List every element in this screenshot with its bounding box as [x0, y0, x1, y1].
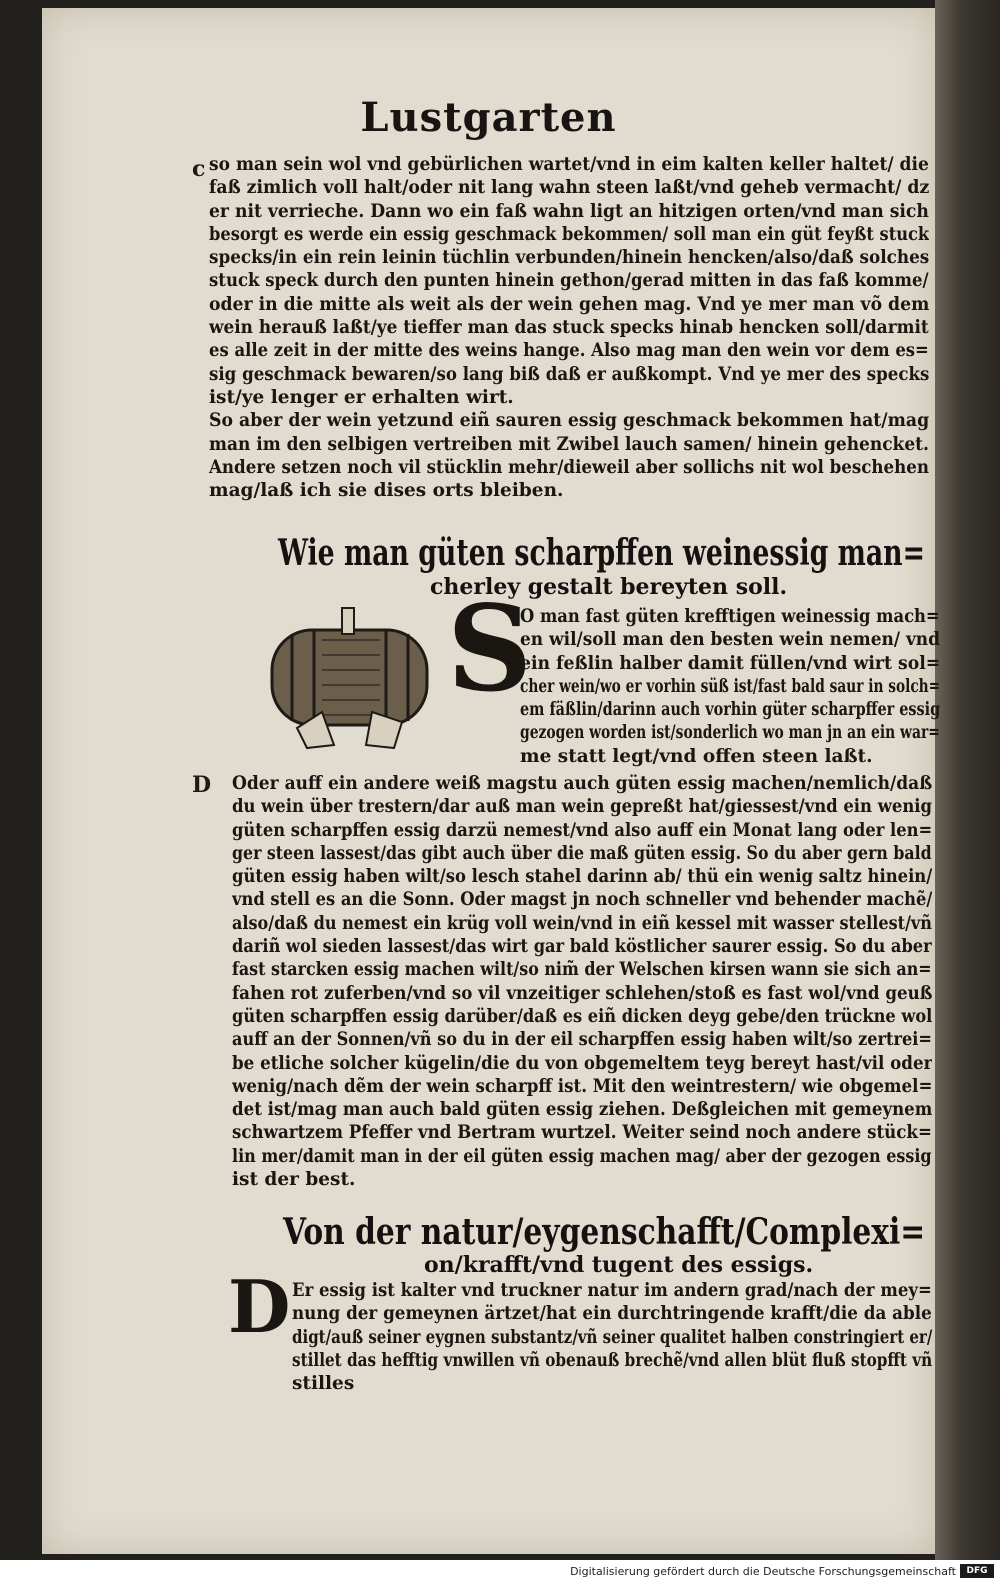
paragraph-block-3	[232, 772, 932, 1191]
text-line: besorgt es werde ein essig geschmack bekommen/ soll man ein güt feyßt stuck	[209, 223, 929, 245]
text-line: so man sein wol vnd gebürlichen wartet/vnd in eim kalten keller haltet/ die	[209, 154, 929, 175]
text-line: nung der gemeynen ärtzet/hat ein durchtringende krafft/die da able	[292, 1303, 932, 1325]
text-line: schwartzem Pfeffer vnd Bertram wurtzel. Weiter seind noch andere stück=	[232, 1122, 932, 1144]
text-line: stilles	[292, 1373, 355, 1395]
text-line: ger steen lassest/das gibt auch über die maß güten essig. So du aber gern bald	[232, 842, 932, 864]
section-heading-2: Von der natur/eygenschafft/Complexi=	[283, 1211, 926, 1253]
text-line: gezogen worden ist/sonderlich wo man jn an ein war=	[520, 722, 940, 744]
book-spine	[935, 0, 1000, 1560]
margin-letter-d: D	[192, 772, 212, 798]
drop-cap-d: D	[228, 1264, 291, 1349]
dfg-logo: DFG	[960, 1564, 994, 1578]
text-line: ist/ye lenger er erhalten wirt.	[209, 386, 514, 408]
text-line: man im den selbigen vertreiben mit Zwibel lauch samen/ hinein gehencket.	[209, 433, 929, 455]
text-line: det ist/mag man auch bald güten essig ziehen. Deßgleichen mit gemeynem	[232, 1099, 932, 1121]
text-line: digt/auß seiner eygnen substantz/vñ seiner qualitet halben constringiert er/	[292, 1326, 932, 1348]
text-line: güten scharpffen essig darzü nemest/vnd also auff ein Monat lang oder len=	[232, 819, 932, 841]
paragraph-block-4	[292, 1279, 932, 1395]
running-title: Lustgarten	[360, 94, 617, 141]
text-line: ein feßlin halber damit füllen/vnd wirt sol=	[520, 652, 940, 674]
book-page	[42, 8, 940, 1554]
text-line: cher wein/wo er vorhin süß ist/fast bald saur in solch=	[520, 675, 940, 697]
text-line: auff an der Sonnen/vñ so du in der eil scharpffen essig haben wilt/so zertrei=	[232, 1029, 932, 1051]
text-line: faß zimlich voll halt/oder nit lang wahn steen laßt/vnd geheb vermacht/ dz	[209, 177, 929, 199]
text-line: er nit verrieche. Dann wo ein faß wahn ligt an hitzigen orten/vnd man sich	[209, 200, 929, 222]
text-line: ist der best.	[232, 1169, 356, 1191]
text-line: lin mer/damit man in der eil güten essig machen mag/ aber der gezogen essig	[232, 1145, 932, 1167]
text-line: stuck speck durch den punten hinein gethon/gerad mitten in das faß komme/	[209, 270, 929, 292]
text-line: güten essig haben wilt/so lesch stahel darinn ab/ thü ein wenig saltz hinein/	[232, 866, 932, 888]
text-line: fahen rot zuferben/vnd so vil vnzeitiger schlehen/stoß es fast wol/vnd geuß	[232, 982, 932, 1004]
text-line: wein herauß laßt/ye tieffer man das stuck specks hinab hencken soll/darmit	[209, 317, 929, 339]
text-line: So aber der wein yetzund eiñ sauren essig geschmack bekommen hat/mag	[209, 410, 929, 432]
drop-cap-s: S	[447, 579, 533, 718]
wine-barrel-woodcut	[262, 600, 437, 750]
text-line: stillet das hefftig vnwillen vñ obenauß brechẽ/vnd allen blüt fluß stopfft vñ	[292, 1349, 932, 1371]
text-line: güten scharpffen essig darüber/daß es eiñ dicken deyg gebe/den trückne wol	[232, 1005, 932, 1027]
text-line: en wil/soll man den besten wein nemen/ vnd	[520, 629, 940, 651]
text-line: fast starcken essig machen wilt/so nim̃ der Welschen kirsen wann sie sich an=	[232, 959, 932, 981]
text-line: mag/laß ich sie dises orts bleiben.	[209, 480, 564, 502]
paragraph-block-2	[520, 605, 940, 768]
text-line: wenig/nach dẽm der wein scharpff ist. Mit den weintrestern/ wie obgemel=	[232, 1075, 932, 1097]
section-heading-2-sub: on/krafft/vnd tugent des essigs.	[424, 1252, 814, 1278]
text-line: vnd stell es an die Sonn. Oder magst jn noch schneller vnd behender machẽ/	[232, 889, 932, 911]
text-line: Andere setzen noch vil stücklin mehr/dieweil aber sollichs nit wol beschehen	[209, 456, 929, 478]
section-heading-1-sub: cherley gestalt bereyten soll.	[430, 574, 788, 600]
text-line: O man fast güten krefftigen weinessig mach=	[520, 606, 940, 627]
text-line: oder in die mitte als weit als der wein gehen mag. Vnd ye mer man võ dem	[209, 293, 929, 315]
text-line: specks/in ein rein leinin tüchlin verbunden/hinein hencken/also/daß solches	[209, 247, 929, 269]
paragraph-block-1	[209, 153, 929, 502]
text-line: dariñ wol sieden lassest/das wirt gar bald köstlicher saurer essig. So du aber	[232, 936, 932, 958]
text-line: also/daß du nemest ein krüg voll wein/vnd in eiñ kessel mit wasser stellest/vñ	[232, 912, 932, 934]
section-heading-1: Wie man güten scharpffen weinessig man=	[278, 532, 925, 574]
text-line: du wein über trestern/dar auß man wein gepreßt hat/giessest/vnd ein wenig	[232, 796, 932, 818]
footer-credit: Digitalisierung gefördert durch die Deutsche Forschungsgemeinschaft	[570, 1565, 956, 1578]
text-line: em fäßlin/darinn auch vorhin güter scharpffer essig	[520, 699, 940, 721]
margin-letter-c: c	[192, 156, 206, 182]
text-line: sig geschmack bewaren/so lang biß daß er außkompt. Vnd ye mer des specks	[209, 363, 929, 385]
text-line: Er essig ist kalter vnd truckner natur im andern grad/nach der mey=	[292, 1280, 932, 1301]
text-line: me statt legt/vnd offen steen laßt.	[520, 745, 873, 767]
text-line: Oder auff ein andere weiß magstu auch güten essig machen/nemlich/daß	[232, 773, 932, 794]
text-line: es alle zeit in der mitte des weins hange. Also mag man den wein vor dem es=	[209, 340, 929, 362]
text-line: be etliche solcher kügelin/die du von obgemeltem teyg bereyt hast/vil oder	[232, 1052, 932, 1074]
